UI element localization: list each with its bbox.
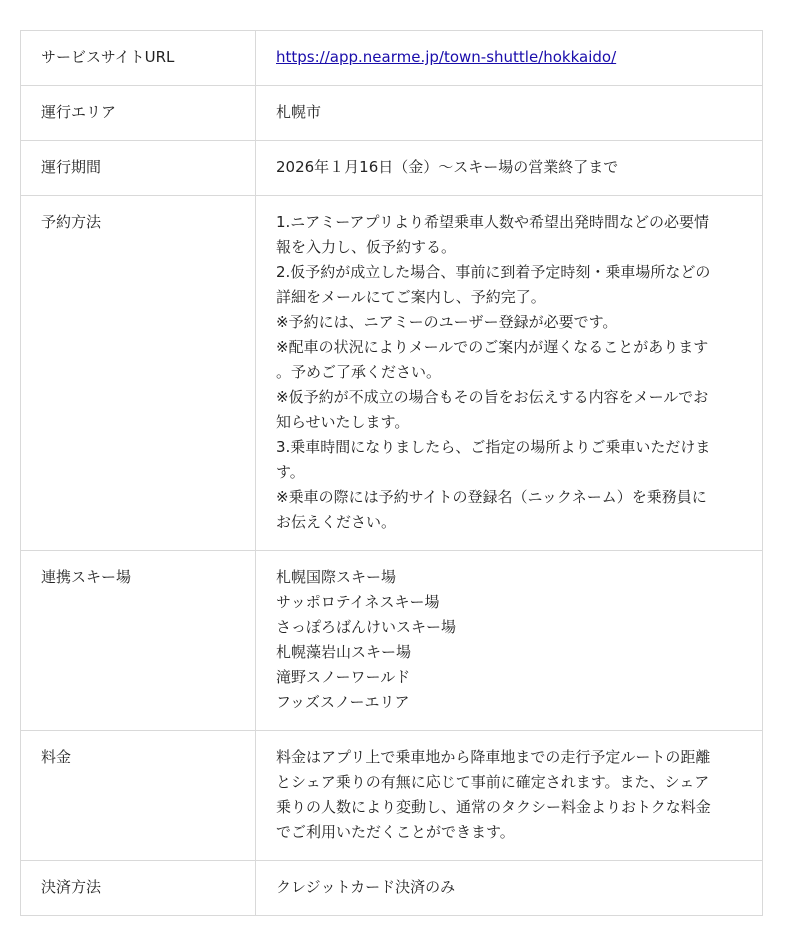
service-info-table (20, 30, 763, 916)
ski-resort-item: 滝野スノーワールド (276, 668, 411, 686)
value-line: ※仮予約が不成立の場合もその旨をお伝えする内容をメールでお (276, 388, 709, 406)
value-line: 2026年１月16日（金）～スキー場の営業終了まで (276, 158, 619, 176)
ski-resort-item: さっぽろばんけいスキー場 (276, 618, 457, 636)
row-value (256, 731, 763, 861)
row-label: 運行期間 (21, 141, 256, 196)
value-line: 詳細をメールにてご案内し、予約完了。 (276, 288, 546, 306)
value-line: 乗りの人数により変動し、通常のタクシー料金よりおトクな料金 (276, 798, 711, 816)
table-row-fare (21, 731, 763, 861)
value-line: 3.乗車時間になりましたら、ご指定の場所よりご乗車いただけま (276, 438, 711, 456)
ski-resort-item: 札幌国際スキー場 (276, 568, 397, 586)
table-row-operation-area (21, 86, 763, 141)
value-line: 料金はアプリ上で乗車地から降車地までの走行予定ルートの距離 (276, 748, 711, 766)
row-value (256, 86, 763, 141)
row-label: 予約方法 (21, 196, 256, 551)
value-line: でご利用いただくことができます。 (276, 823, 515, 841)
table-row-partner-ski-resorts (21, 551, 763, 731)
table-row-service-url (21, 31, 763, 86)
value-line: とシェア乗りの有無に応じて事前に確定されます。また、シェア (276, 773, 710, 791)
service-site-link[interactable]: https://app.nearme.jp/town-shuttle/hokkaido/ (276, 48, 617, 66)
value-line: お伝えください。 (276, 513, 397, 531)
ski-resort-item: 札幌藻岩山スキー場 (276, 643, 412, 661)
table-row-operation-period (21, 141, 763, 196)
value-line: クレジットカード決済のみ (276, 878, 456, 896)
value-line: 報を入力し、仮予約する。 (276, 238, 457, 256)
value-line: 2.仮予約が成立した場合、事前に到着予定時刻・乗車場所などの (276, 263, 711, 281)
value-line: ※予約には、ニアミーのユーザー登録が必要です。 (276, 313, 618, 331)
row-value (256, 551, 763, 731)
row-label: サービスサイトURL (21, 31, 256, 86)
row-value (256, 141, 763, 196)
row-value (256, 861, 763, 916)
value-line: ※乗車の際には予約サイトの登録名（ニックネーム）を乗務員に (276, 488, 707, 506)
ski-resort-item: フッズスノーエリア (276, 693, 410, 711)
value-line: ※配車の状況によりメールでのご案内が遅くなることがあります (276, 338, 709, 356)
value-line: 札幌市 (276, 103, 322, 121)
ski-resort-item: サッポロテイネスキー場 (276, 593, 440, 611)
value-line: す。 (276, 463, 305, 481)
row-label: 料金 (21, 731, 256, 861)
row-label: 決済方法 (21, 861, 256, 916)
value-line: 知らせいたします。 (276, 413, 410, 431)
row-label: 連携スキー場 (21, 551, 256, 731)
table-row-payment-method (21, 861, 763, 916)
row-value (256, 196, 763, 551)
row-value (256, 31, 763, 86)
table-row-reservation-method (21, 196, 763, 551)
row-label: 運行エリア (21, 86, 256, 141)
value-line: 1.ニアミーアプリより希望乗車人数や希望出発時間などの必要情 (276, 213, 709, 231)
value-line: 。予めご了承ください。 (276, 363, 442, 381)
